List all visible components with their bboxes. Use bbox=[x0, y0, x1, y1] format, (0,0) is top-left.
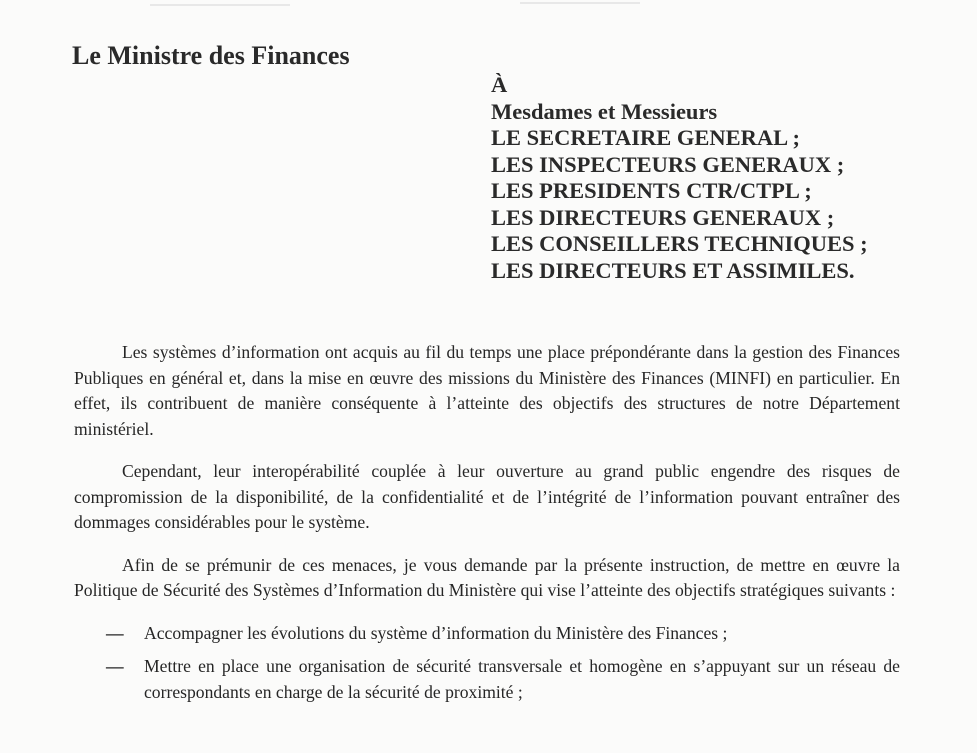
objective-text: Accompagner les évolutions du système d’information du Ministère des Finances ; bbox=[144, 622, 728, 643]
objective-text: Mettre en place une organisation de sécurité transversale et homogène en s’appuyant sur un réseau de correspondants en charge de la sécurité de proximité ; bbox=[144, 656, 900, 702]
recipient-line: LES INSPECTEURS GENERAUX ; bbox=[491, 151, 845, 177]
dash-bullet-icon: — bbox=[106, 622, 124, 643]
recipient-block bbox=[491, 72, 868, 284]
body-paragraph: Cependant, leur interopérabilité couplée à leur ouverture au grand public engendre des risques de compromission de la disponibilité, de la confidentialité et de l’intégrité de l’information pouvant entraîner des dommages considérables pour le système. bbox=[74, 461, 900, 532]
recipient-line: LES DIRECTEURS ET ASSIMILES. bbox=[491, 257, 855, 283]
body-paragraph: Les systèmes d’information ont acquis au fil du temps une place prépondérante dans la gestion des Finances Publiques en général et, dans la mise en œuvre des missions du Ministère des Finances (MINFI) en particulier. En effet, ils contribuent de manière conséquente à l’atteinte des objectifs des structures de notre Département ministériel. bbox=[74, 342, 900, 439]
dash-bullet-icon: — bbox=[106, 656, 124, 676]
sender-heading: Le Ministre des Finances bbox=[72, 41, 350, 70]
objectives-list bbox=[74, 621, 900, 706]
recipient-line: LE SECRETAIRE GENERAL ; bbox=[491, 125, 801, 150]
recipient-prefix: À bbox=[491, 72, 508, 97]
recipient-line: LES CONSEILLERS TECHNIQUES ; bbox=[491, 231, 868, 256]
recipient-line: LES DIRECTEURS GENERAUX ; bbox=[491, 204, 835, 230]
scan-artifact bbox=[520, 2, 640, 4]
body-paragraph: Afin de se prémunir de ces menaces, je vous demande par la présente instruction, de mettre en œuvre la Politique de Sécurité des Systèmes d’Information du Ministère qui vise l’atteinte des objectifs stratégiques suivants : bbox=[74, 554, 900, 600]
objective-item bbox=[74, 654, 900, 705]
scan-artifact bbox=[150, 4, 290, 6]
letter-body bbox=[74, 340, 900, 713]
recipient-line: LES PRESIDENTS CTR/CTPL ; bbox=[491, 178, 812, 203]
recipient-line: Mesdames et Messieurs bbox=[491, 98, 718, 124]
objective-item bbox=[74, 621, 900, 647]
